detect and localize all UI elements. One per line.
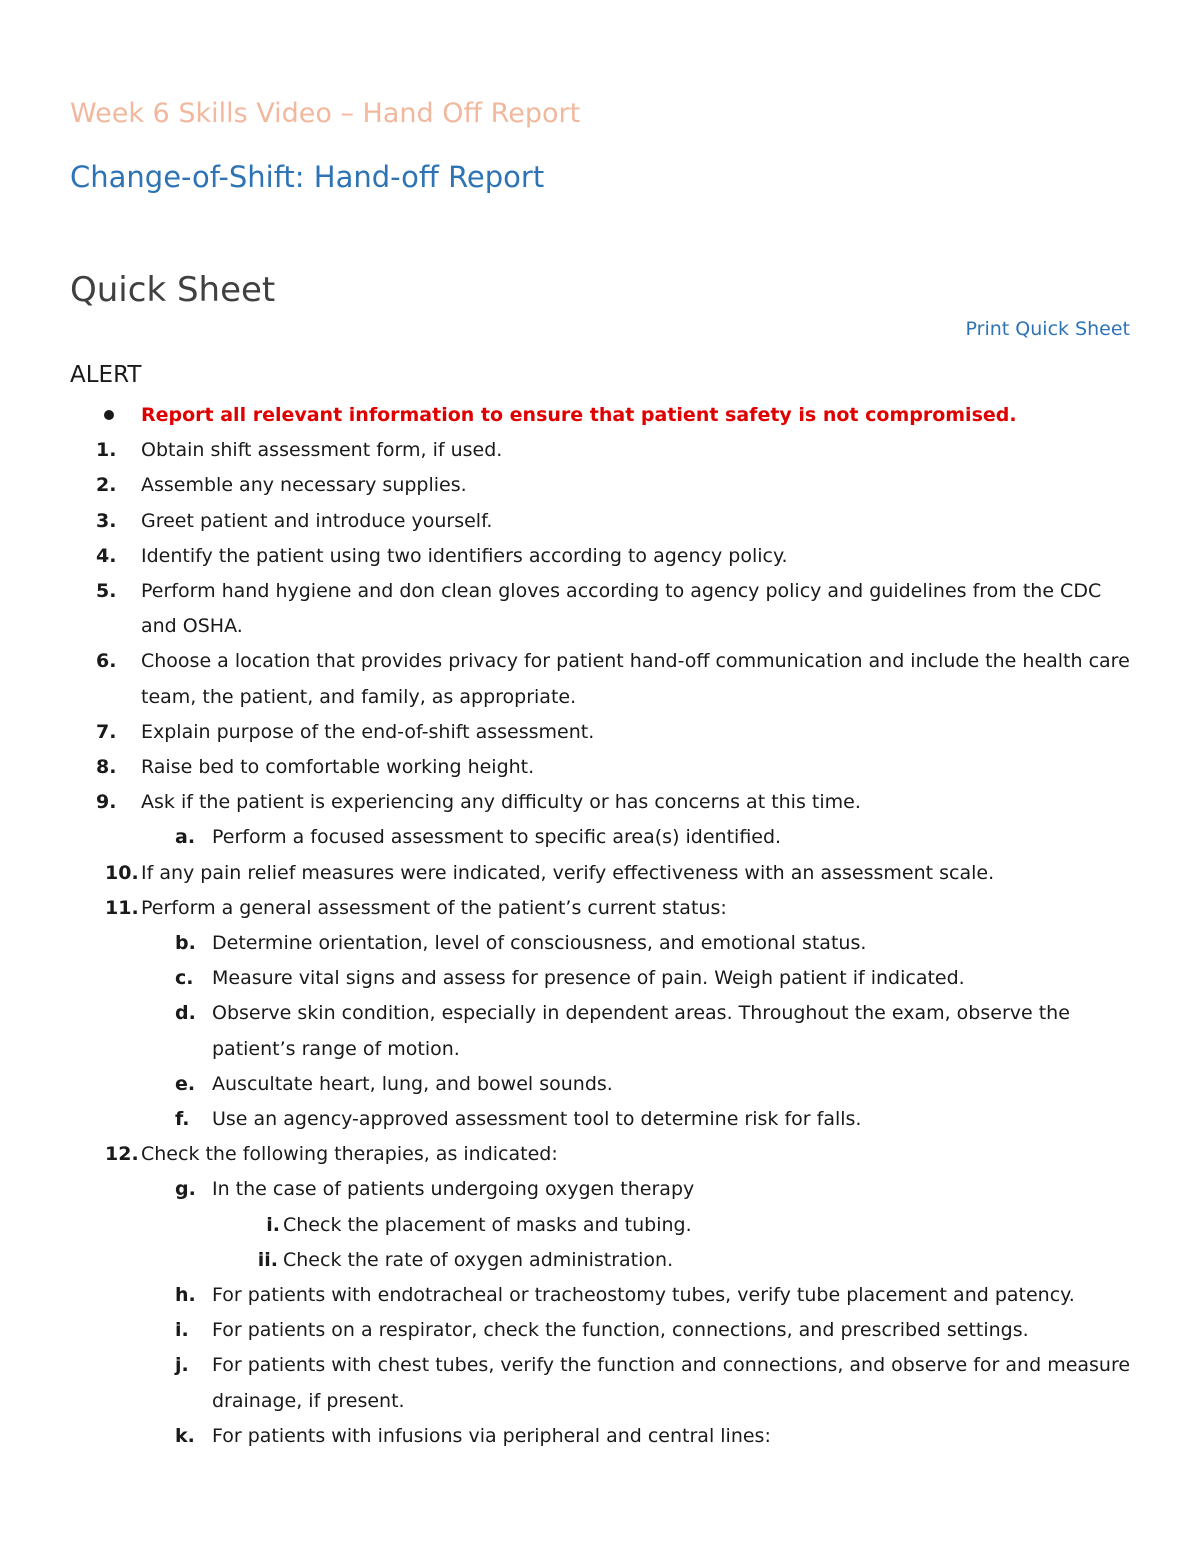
list-subitem (0, 996, 1200, 1066)
list-marker: i. (175, 1319, 189, 1342)
list-subitem (0, 820, 1200, 855)
list-marker: 12. (105, 1143, 139, 1166)
list-item-text: Raise bed to comfortable working height. (141, 756, 535, 779)
list-subitem (0, 961, 1200, 996)
list-subitem (0, 1067, 1200, 1102)
list-item-text: Obtain shift assessment form, if used. (141, 439, 503, 462)
list-marker: 3. (96, 509, 117, 532)
list-marker: k. (175, 1424, 195, 1447)
list-marker: e. (175, 1072, 196, 1095)
list-item (0, 574, 1200, 644)
list-item-text: Explain purpose of the end-of-shift assessment. (141, 720, 595, 743)
list-subitem (0, 1172, 1200, 1207)
list-item-text: Perform hand hygiene and don clean gloves according to agency policy and guidelines from the CDC and OSHA. (141, 580, 1102, 638)
list-item-text: For patients with chest tubes, verify the function and connections, and observe for and measure drainage, if present. (212, 1354, 1131, 1412)
list-marker: 6. (96, 650, 117, 673)
list-item-text: Observe skin condition, especially in dependent areas. Throughout the exam, observe the patient’s range of motion. (212, 1002, 1070, 1060)
list-marker: a. (175, 826, 196, 849)
list-item-text: Perform a focused assessment to specific area(s) identified. (212, 826, 782, 849)
list-subsubitem (0, 1208, 1200, 1243)
list-marker: 10. (105, 861, 139, 884)
list-marker: d. (175, 1002, 196, 1025)
list-marker: 2. (96, 474, 117, 497)
list-item (0, 1137, 1200, 1172)
document-title: Week 6 Skills Video – Hand Off Report (70, 98, 581, 129)
list-item (0, 433, 1200, 468)
list-item (0, 644, 1200, 714)
list-subitem (0, 926, 1200, 961)
list-item (0, 504, 1200, 539)
list-item-text: Check the following therapies, as indicated: (141, 1143, 558, 1166)
list-item-text: Use an agency-approved assessment tool to determine risk for falls. (212, 1108, 862, 1131)
list-marker: 7. (96, 720, 117, 743)
list-marker: 4. (96, 544, 117, 567)
list-item-text: For patients on a respirator, check the function, connections, and prescribed settings. (212, 1319, 1029, 1342)
list-subsubitem (0, 1243, 1200, 1278)
alert-text: Report all relevant information to ensure that patient safety is not compromised. (141, 404, 1017, 426)
list-item (0, 539, 1200, 574)
list-item-text: In the case of patients undergoing oxygen therapy (212, 1178, 695, 1201)
list-marker: f. (175, 1108, 190, 1131)
list-marker: ii. (257, 1248, 278, 1271)
list-item-text: Check the placement of masks and tubing. (283, 1213, 692, 1236)
list-item-text: For patients with endotracheal or tracheostomy tubes, verify tube placement and patency. (212, 1284, 1075, 1307)
print-quick-sheet-link[interactable]: Print Quick Sheet (965, 318, 1130, 340)
list-item-text: Check the rate of oxygen administration. (283, 1248, 674, 1271)
list-subitem (0, 1313, 1200, 1348)
list-item (0, 715, 1200, 750)
list-marker: 1. (96, 439, 117, 462)
list-item-text: Ask if the patient is experiencing any difficulty or has concerns at this time. (141, 791, 861, 814)
document-subtitle: Change-of-Shift: Hand-off Report (70, 160, 545, 194)
list-item-text: If any pain relief measures were indicated, verify effectiveness with an assessment scale. (141, 861, 995, 884)
steps-list (0, 398, 1200, 1454)
list-marker: g. (175, 1178, 196, 1201)
list-marker: j. (175, 1354, 189, 1377)
list-item-text: Auscultate heart, lung, and bowel sounds. (212, 1072, 613, 1095)
list-item (0, 468, 1200, 503)
list-marker: h. (175, 1284, 196, 1307)
alert-bullet-item (0, 398, 1200, 433)
list-marker: c. (175, 967, 194, 990)
bullet-icon (104, 410, 114, 420)
list-item-text: Identify the patient using two identifiers according to agency policy. (141, 544, 788, 567)
section-heading: Quick Sheet (70, 270, 276, 310)
list-item-text: Perform a general assessment of the patient’s current status: (141, 896, 727, 919)
list-item (0, 856, 1200, 891)
list-subitem (0, 1419, 1200, 1454)
list-subitem (0, 1102, 1200, 1137)
list-marker: b. (175, 932, 196, 955)
list-item (0, 785, 1200, 820)
list-marker: 5. (96, 580, 117, 603)
list-subitem (0, 1278, 1200, 1313)
list-marker: 8. (96, 756, 117, 779)
list-item-text: Determine orientation, level of consciousness, and emotional status. (212, 932, 867, 955)
list-marker: 9. (96, 791, 117, 814)
alert-heading: ALERT (70, 362, 142, 388)
list-item-text: For patients with infusions via peripheral and central lines: (212, 1424, 771, 1447)
list-item (0, 750, 1200, 785)
list-subitem (0, 1348, 1200, 1418)
list-item (0, 891, 1200, 926)
list-item-text: Assemble any necessary supplies. (141, 474, 467, 497)
list-item-text: Measure vital signs and assess for presence of pain. Weigh patient if indicated. (212, 967, 965, 990)
list-marker: 11. (105, 896, 139, 919)
list-item-text: Greet patient and introduce yourself. (141, 509, 493, 532)
list-marker: i. (266, 1213, 280, 1236)
list-item-text: Choose a location that provides privacy for patient hand-off communication and include the health care team, the patient, and family, as appropriate. (141, 650, 1130, 708)
